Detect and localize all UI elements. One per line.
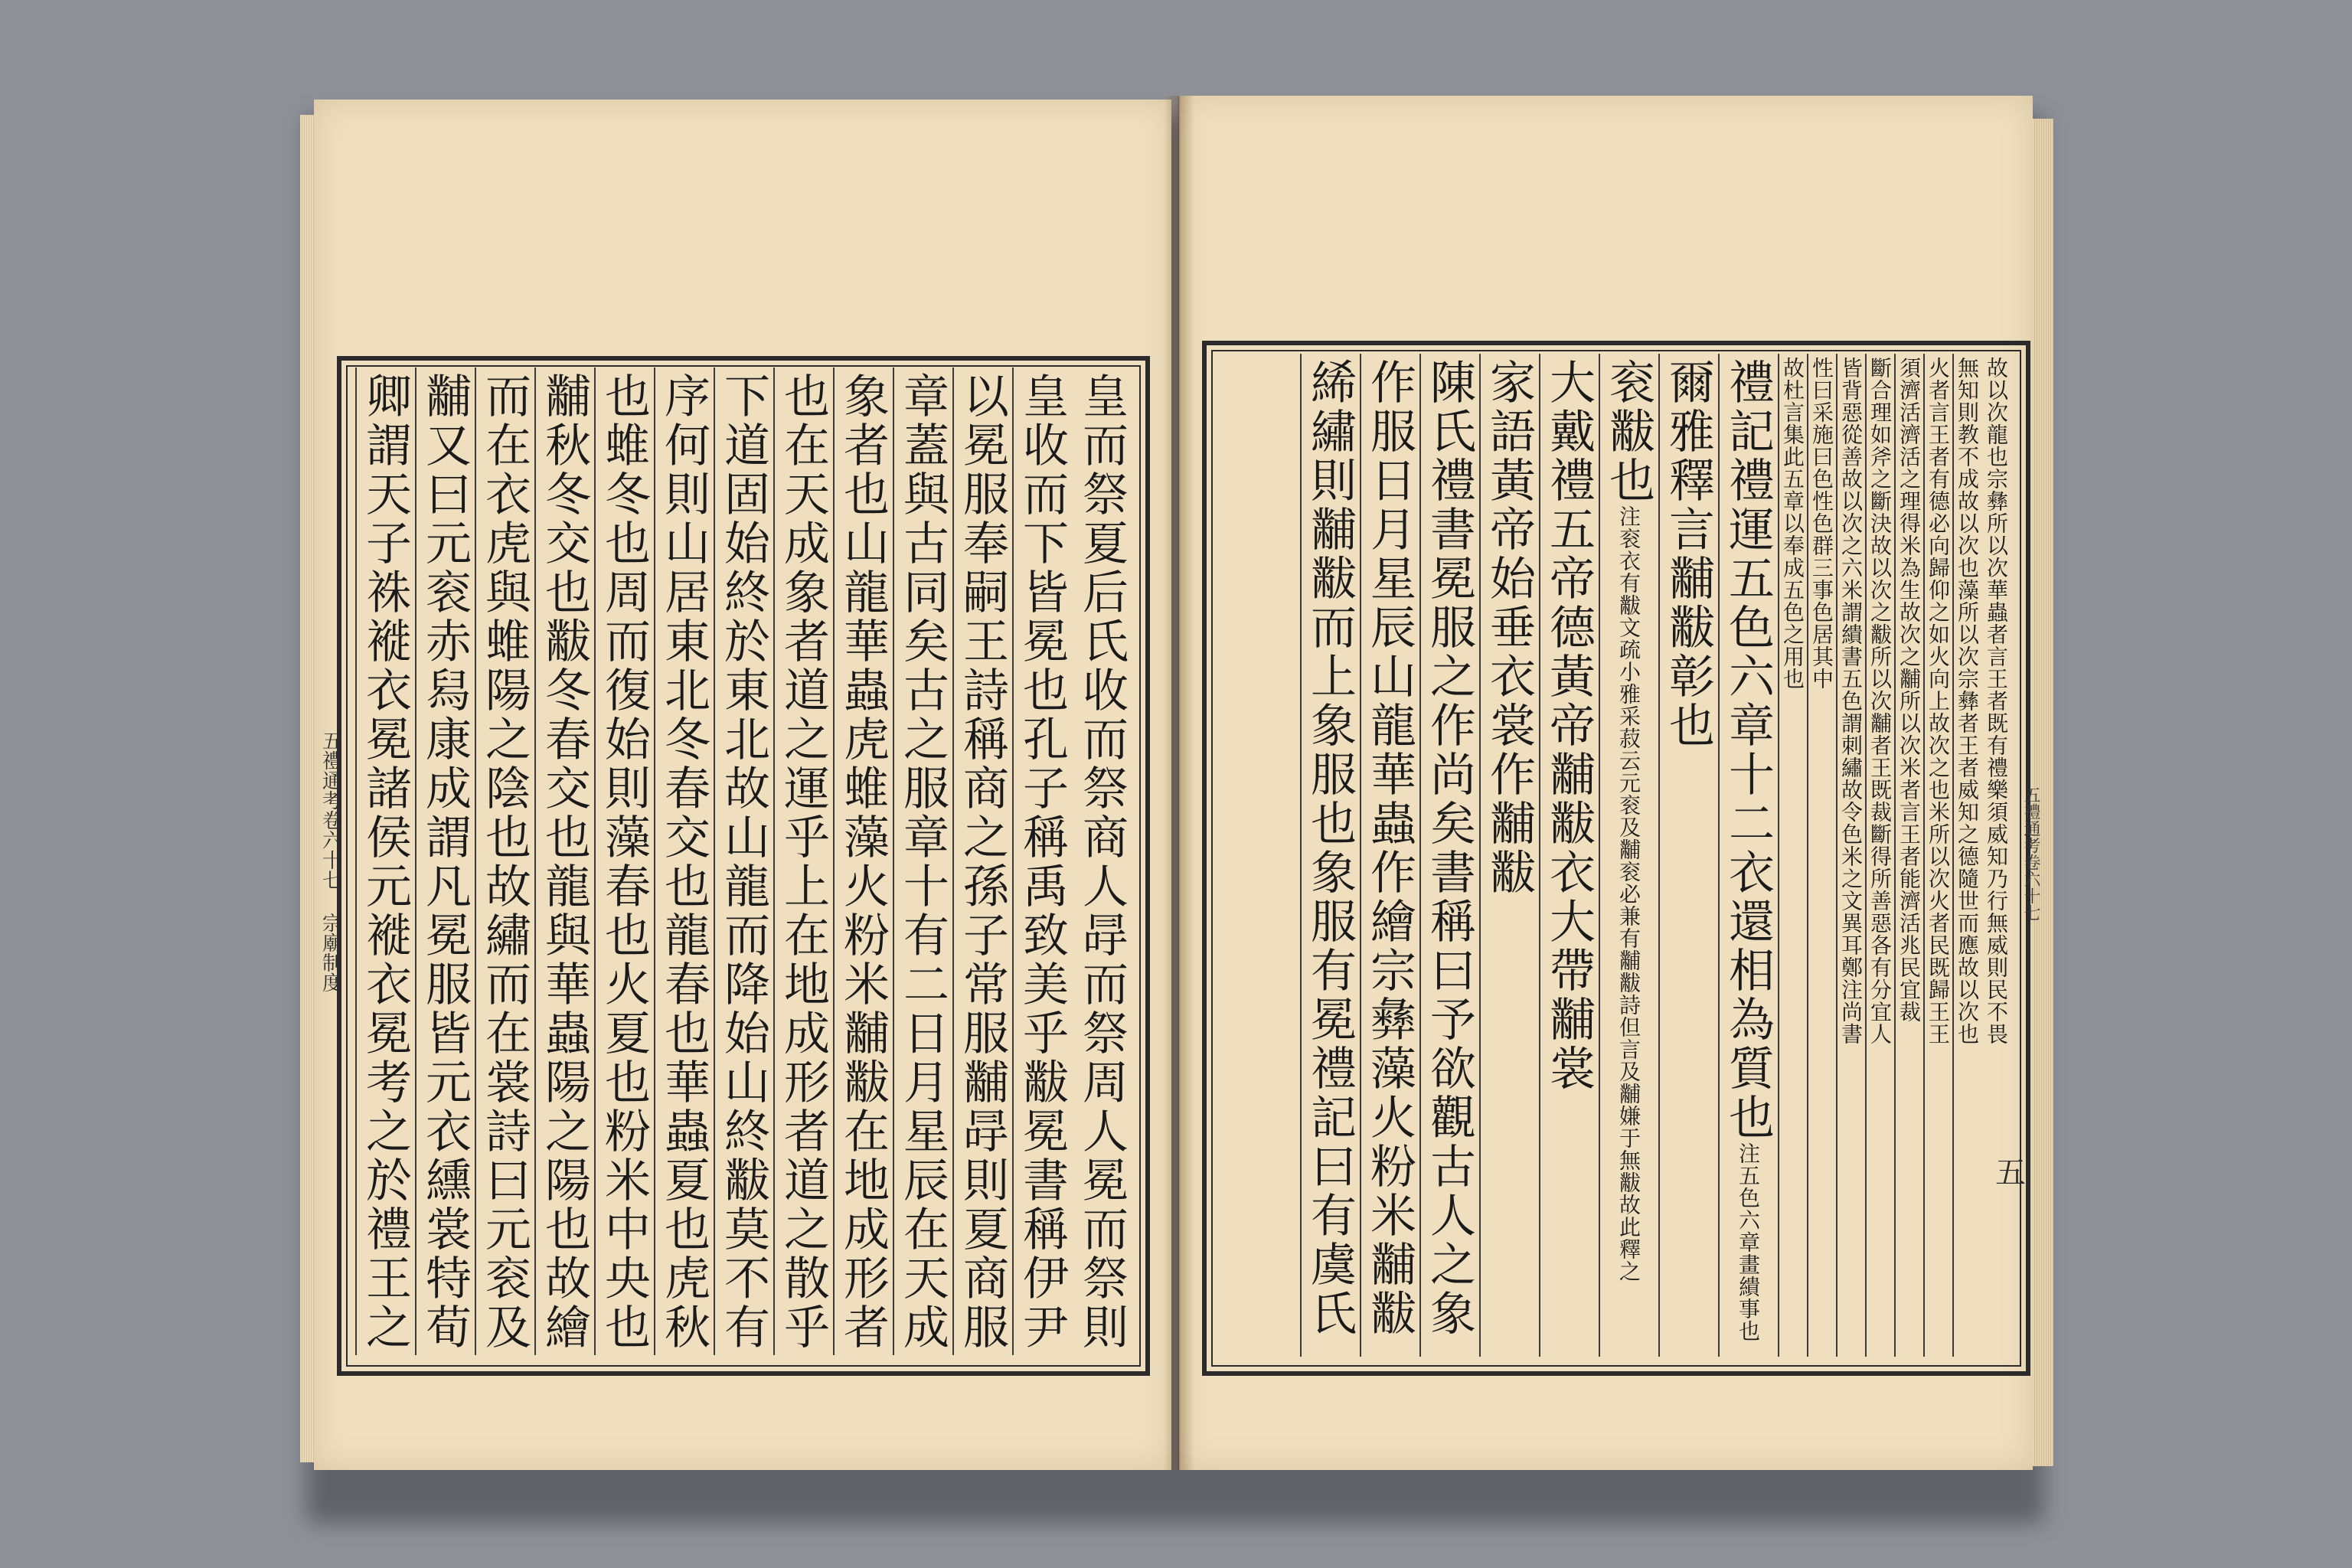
- text-column: 卿謂天子袾褷衣冕諸侯元褷衣冕考之於禮王之: [355, 368, 415, 1355]
- inline-annotation: 注衮衣有黻文疏小雅采菽云元衮及黼衮必兼有黼黻詩但言及黼嫌于無黻故此釋之: [1616, 505, 1642, 1282]
- text-column: 爾雅釋言黼黻彰也: [1658, 354, 1718, 1357]
- commentary-column: 無知則教不成故以次也藻所以次宗彝者王者威知之德隨世而應故以次也: [1952, 354, 1981, 1357]
- text-column: 而在衣虎與蜼陽之陰也故繡而在裳詩曰元衮及: [475, 368, 534, 1355]
- text-column: 大戴禮五帝德黃帝黼黻衣大帶黼裳: [1539, 354, 1599, 1357]
- commentary-column: 斷合理如斧之斷決故以次之黻所以次黼者王既裁斷得所善惡各有分宜人: [1865, 354, 1894, 1357]
- book-gutter: [1164, 96, 1194, 1470]
- text-column: 皇而祭夏后氏收而祭商人冔而祭周人冕而祭則: [1075, 372, 1129, 1352]
- text-column: 下道固始終於東北故山龍而降始山終黻莫不有: [714, 368, 773, 1355]
- text-column: 章蓋與古同矣古之服章十有二日月星辰在天成: [893, 368, 952, 1355]
- text-column: 作服日月星辰山龍華蟲作繪宗彝藻火粉米黼黻: [1360, 354, 1419, 1357]
- right-folio-number: 五: [1995, 1155, 2026, 1191]
- commentary-column: 須濟活濟活之理得米為生故次之黼所以次米者言王者能濟活兆民宜裁: [1894, 354, 1923, 1357]
- commentary-column: 故杜言集此五章以奉成五色之用也: [1778, 354, 1807, 1357]
- text-column: 也在天成象者道之運乎上在地成形者道之散乎: [773, 368, 833, 1355]
- text-column: 家語黃帝始垂衣裳作黼黻: [1479, 354, 1539, 1357]
- text-column: 也蜼冬也周而復始則藻春也火夏也粉米中央也: [594, 368, 654, 1355]
- text-column: 黼秋冬交也黻冬春交也龍與華蟲陽之陽也故繪: [534, 368, 594, 1355]
- text-column: 以冕服奉嗣王詩稱商之孫子常服黼冔則夏商服: [952, 368, 1012, 1355]
- right-page-text: [1216, 354, 2011, 1357]
- text-column: 黼又曰元衮赤舄康成謂凡冕服皆元衣纁裳特荀: [415, 368, 475, 1355]
- main-text: 禮記禮運五色六章十二衣還相為質也: [1721, 358, 1775, 1142]
- left-margin-label: 五禮通考卷六十七 宗廟制度: [318, 730, 342, 992]
- text-column: 象者也山龍華蟲虎蜼藻火粉米黼黻在地成形者: [833, 368, 893, 1355]
- text-column: 陳氏禮書冕服之作尚矣書稱曰予欲觀古人之象: [1419, 354, 1479, 1357]
- left-page-text: [351, 368, 1132, 1355]
- commentary-column: 皆背惡從善故以次之六米謂繢書五色謂刺繡故令色米之文異耳鄭注尚書: [1836, 354, 1865, 1357]
- text-column: 絺繡則黼黻而上象服也象服有冕禮記曰有虞氏: [1300, 354, 1360, 1357]
- text-column: [1718, 354, 1778, 1357]
- commentary-column: 火者言王者有德必向歸仰之如火向上故次之也米所以次火者民既歸王王: [1923, 354, 1952, 1357]
- text-column: [1599, 354, 1658, 1357]
- commentary-column: 性曰采施曰色性色群三事色居其中: [1807, 354, 1836, 1357]
- main-text: 衮黻也: [1602, 358, 1655, 505]
- inline-annotation: 注五色六章畫繢事也: [1736, 1142, 1761, 1342]
- right-margin-label: [2015, 348, 2043, 1359]
- commentary-column: 故以次龍也宗彝所以次華蟲者言王者既有禮樂須威知乃行無威則民不畏: [1984, 357, 2009, 1045]
- text-column: 皇收而下皆冕也孔子稱禹致美乎黻冕書稱伊尹: [1012, 368, 1072, 1355]
- right-margin-title: 五禮通考卷六十七: [2021, 786, 2040, 921]
- text-column: 序何則山居東北冬春交也龍春也華蟲夏也虎秋: [654, 368, 714, 1355]
